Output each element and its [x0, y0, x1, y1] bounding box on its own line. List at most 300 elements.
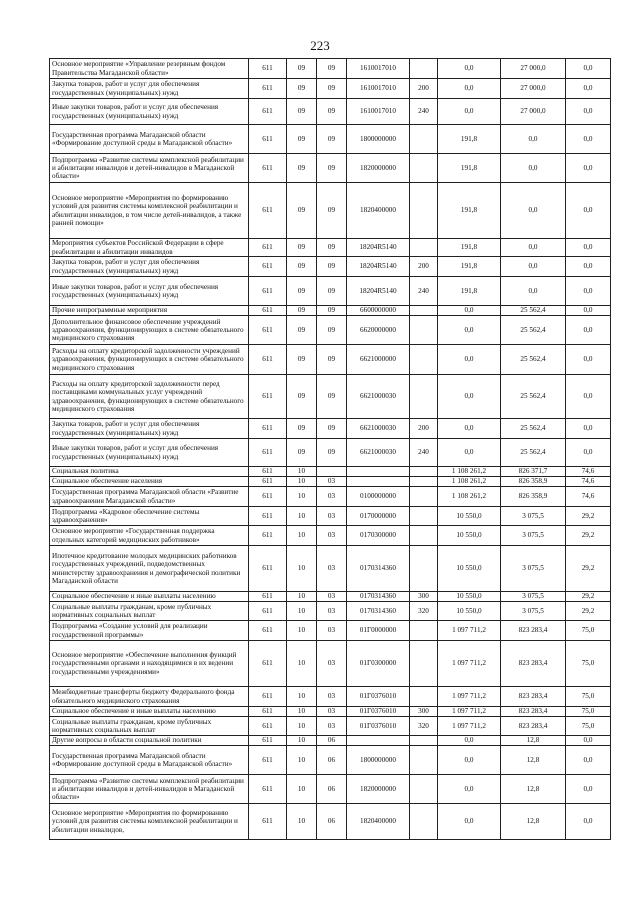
amount-executed: 25 562,4 — [501, 306, 566, 316]
table-row — [50, 79, 611, 99]
ministry-code: 611 — [249, 477, 287, 487]
table-row — [50, 154, 611, 183]
ministry-code: 611 — [249, 621, 287, 641]
amount-executed: 0,0 — [501, 239, 566, 257]
ministry-code: 611 — [249, 526, 287, 546]
target-article-code: 6600000000 — [347, 306, 410, 316]
row-name: Социальное обеспечение и иные выплаты населению — [50, 707, 249, 717]
subsection-code: 09 — [317, 154, 347, 183]
amount-approved: 191,8 — [438, 257, 501, 277]
subsection-code: 03 — [317, 641, 347, 687]
amount-approved: 1 097 711,2 — [438, 641, 501, 687]
expense-type-code: 240 — [410, 99, 438, 125]
target-article-code: 6621000000 — [347, 345, 410, 375]
amount-executed: 12,8 — [501, 736, 566, 746]
amount-approved: 1 097 711,2 — [438, 707, 501, 717]
execution-percent: 29,2 — [566, 602, 611, 621]
table-row — [50, 99, 611, 125]
section-code: 10 — [287, 592, 317, 602]
execution-percent: 0,0 — [566, 183, 611, 239]
row-name: Прочие непрограммные мероприятия — [50, 306, 249, 316]
expense-type-code — [410, 375, 438, 419]
subsection-code: 03 — [317, 592, 347, 602]
amount-executed: 0,0 — [501, 154, 566, 183]
budget-table — [49, 58, 611, 840]
expense-type-code — [410, 804, 438, 840]
ministry-code: 611 — [249, 775, 287, 804]
row-name: Иные закупки товаров, работ и услуг для обеспечения государственных (муниципальных) нужд — [50, 99, 249, 125]
expense-type-code: 240 — [410, 439, 438, 467]
expense-type-code — [410, 487, 438, 507]
target-article-code: 6621000030 — [347, 375, 410, 419]
row-name: Закупка товаров, работ и услуг для обеспечения государственных (муниципальных) нужд — [50, 257, 249, 277]
amount-approved: 10 550,0 — [438, 526, 501, 546]
target-article-code: 01Г0300000 — [347, 641, 410, 687]
section-code: 09 — [287, 99, 317, 125]
execution-percent: 0,0 — [566, 746, 611, 775]
execution-percent: 0,0 — [566, 306, 611, 316]
target-article-code — [347, 477, 410, 487]
row-name: Основное мероприятие «Управление резервным фондом Правительства Магаданской области» — [50, 59, 249, 79]
table-row — [50, 477, 611, 487]
amount-executed: 826 358,9 — [501, 487, 566, 507]
table-row — [50, 746, 611, 775]
execution-percent: 0,0 — [566, 804, 611, 840]
amount-executed: 826 358,9 — [501, 477, 566, 487]
subsection-code: 09 — [317, 79, 347, 99]
amount-executed: 826 371,7 — [501, 467, 566, 477]
section-code: 10 — [287, 804, 317, 840]
amount-executed: 12,8 — [501, 775, 566, 804]
amount-approved: 0,0 — [438, 746, 501, 775]
table-row — [50, 419, 611, 439]
row-name: Основное мероприятие «Мероприятия по формированию условий для развития системы комплексной реабилитации и абилитации инвалидов, в том числе детей-инвалидов, а также ранней помощи» — [50, 183, 249, 239]
row-name: Иные закупки товаров, работ и услуг для обеспечения государственных (муниципальных) нужд — [50, 439, 249, 467]
execution-percent: 29,2 — [566, 526, 611, 546]
table-row — [50, 602, 611, 621]
amount-approved: 1 097 711,2 — [438, 687, 501, 707]
table-row — [50, 59, 611, 79]
subsection-code: 03 — [317, 717, 347, 736]
subsection-code: 03 — [317, 507, 347, 526]
target-article-code: 0100000000 — [347, 487, 410, 507]
amount-approved: 0,0 — [438, 804, 501, 840]
expense-type-code — [410, 507, 438, 526]
amount-executed: 25 562,4 — [501, 419, 566, 439]
row-name: Другие вопросы в области социальной политики — [50, 736, 249, 746]
expense-type-code — [410, 477, 438, 487]
row-name: Расходы на оплату кредиторской задолженности перед поставщиками коммунальных услуг учреждений здравоохранения, функционирующих в системе обязательного медицинского страхования — [50, 375, 249, 419]
expense-type-code — [410, 239, 438, 257]
row-name: Государственная программа Магаданской области «Развитие здравоохранения Магаданской области» — [50, 487, 249, 507]
amount-approved: 0,0 — [438, 439, 501, 467]
table-row — [50, 804, 611, 840]
subsection-code: 06 — [317, 736, 347, 746]
row-name: Иные закупки товаров, работ и услуг для обеспечения государственных (муниципальных) нужд — [50, 277, 249, 306]
target-article-code: 1820400000 — [347, 183, 410, 239]
section-code: 09 — [287, 439, 317, 467]
subsection-code: 06 — [317, 746, 347, 775]
expense-type-code: 320 — [410, 602, 438, 621]
expense-type-code: 200 — [410, 79, 438, 99]
ministry-code: 611 — [249, 804, 287, 840]
execution-percent: 0,0 — [566, 277, 611, 306]
section-code: 10 — [287, 621, 317, 641]
amount-approved: 1 097 711,2 — [438, 621, 501, 641]
execution-percent: 75,0 — [566, 717, 611, 736]
expense-type-code — [410, 736, 438, 746]
target-article-code: 1820000000 — [347, 775, 410, 804]
subsection-code: 09 — [317, 183, 347, 239]
subsection-code: 03 — [317, 621, 347, 641]
target-article-code: 01Г0376010 — [347, 707, 410, 717]
amount-executed: 25 562,4 — [501, 439, 566, 467]
ministry-code: 611 — [249, 641, 287, 687]
execution-percent: 74,6 — [566, 487, 611, 507]
expense-type-code: 300 — [410, 707, 438, 717]
amount-approved: 191,8 — [438, 277, 501, 306]
amount-executed: 3 075,5 — [501, 592, 566, 602]
amount-executed: 12,8 — [501, 804, 566, 840]
row-name: Подпрограмма «Кадровое обеспечение системы здравоохранения» — [50, 507, 249, 526]
execution-percent: 0,0 — [566, 316, 611, 345]
ministry-code: 611 — [249, 487, 287, 507]
expense-type-code — [410, 621, 438, 641]
expense-type-code — [410, 59, 438, 79]
execution-percent: 0,0 — [566, 239, 611, 257]
table-row — [50, 687, 611, 707]
target-article-code: 0170300000 — [347, 526, 410, 546]
target-article-code: 1610017010 — [347, 79, 410, 99]
execution-percent: 0,0 — [566, 439, 611, 467]
table-row — [50, 621, 611, 641]
row-name: Основное мероприятие «Обеспечение выполнения функций государственными органами и находящимися в их ведении государственными учреждениями» — [50, 641, 249, 687]
target-article-code — [347, 467, 410, 477]
table-row — [50, 345, 611, 375]
table-row — [50, 641, 611, 687]
section-code: 10 — [287, 736, 317, 746]
subsection-code: 09 — [317, 239, 347, 257]
ministry-code: 611 — [249, 316, 287, 345]
amount-executed: 823 283,4 — [501, 641, 566, 687]
amount-approved: 1 108 261,2 — [438, 477, 501, 487]
execution-percent: 0,0 — [566, 99, 611, 125]
ministry-code: 611 — [249, 59, 287, 79]
table-row — [50, 375, 611, 419]
execution-percent: 0,0 — [566, 375, 611, 419]
section-code: 10 — [287, 477, 317, 487]
target-article-code: 01Г0376010 — [347, 687, 410, 707]
section-code: 09 — [287, 257, 317, 277]
amount-approved: 191,8 — [438, 125, 501, 154]
execution-percent: 29,2 — [566, 592, 611, 602]
ministry-code: 611 — [249, 546, 287, 592]
section-code: 09 — [287, 277, 317, 306]
target-article-code: 1610017010 — [347, 99, 410, 125]
row-name: Социальное обеспечение населения — [50, 477, 249, 487]
execution-percent: 0,0 — [566, 775, 611, 804]
row-name: Дополнительное финансовое обеспечение учреждений здравоохранения, функционирующих в системе обязательного медицинского страхования — [50, 316, 249, 345]
target-article-code: 01Г0376010 — [347, 717, 410, 736]
section-code: 10 — [287, 717, 317, 736]
amount-approved: 1 097 711,2 — [438, 717, 501, 736]
table-row — [50, 306, 611, 316]
row-name: Социальное обеспечение и иные выплаты населению — [50, 592, 249, 602]
amount-approved: 10 550,0 — [438, 507, 501, 526]
ministry-code: 611 — [249, 592, 287, 602]
target-article-code: 1800000000 — [347, 746, 410, 775]
subsection-code: 09 — [317, 306, 347, 316]
subsection-code: 03 — [317, 602, 347, 621]
row-name: Государственная программа Магаданской области «Формирование доступной среды в Магаданской области» — [50, 125, 249, 154]
target-article-code: 6621000030 — [347, 439, 410, 467]
amount-executed: 823 283,4 — [501, 707, 566, 717]
section-code: 09 — [287, 59, 317, 79]
table-row — [50, 487, 611, 507]
ministry-code: 611 — [249, 375, 287, 419]
section-code: 09 — [287, 125, 317, 154]
section-code: 09 — [287, 306, 317, 316]
row-name: Подпрограмма «Развитие системы комплексной реабилитации и абилитации инвалидов и детей-инвалидов в Магаданской области» — [50, 154, 249, 183]
subsection-code: 09 — [317, 345, 347, 375]
section-code: 09 — [287, 375, 317, 419]
section-code: 09 — [287, 419, 317, 439]
amount-executed: 27 000,0 — [501, 79, 566, 99]
ministry-code: 611 — [249, 306, 287, 316]
amount-executed: 3 075,5 — [501, 546, 566, 592]
expense-type-code — [410, 183, 438, 239]
section-code: 10 — [287, 707, 317, 717]
row-name: Основное мероприятие «Мероприятия по формированию условий для развития системы комплексной реабилитации и абилитации инвалидов, — [50, 804, 249, 840]
amount-approved: 191,8 — [438, 239, 501, 257]
expense-type-code: 300 — [410, 592, 438, 602]
expense-type-code — [410, 546, 438, 592]
table-row — [50, 125, 611, 154]
amount-approved: 1 108 261,2 — [438, 467, 501, 477]
section-code: 09 — [287, 239, 317, 257]
subsection-code: 03 — [317, 707, 347, 717]
row-name: Государственная программа Магаданской области «Формирование доступной среды в Магаданской области» — [50, 746, 249, 775]
ministry-code: 611 — [249, 746, 287, 775]
table-row — [50, 736, 611, 746]
ministry-code: 611 — [249, 277, 287, 306]
amount-executed: 3 075,5 — [501, 507, 566, 526]
section-code: 09 — [287, 154, 317, 183]
subsection-code: 06 — [317, 775, 347, 804]
ministry-code: 611 — [249, 687, 287, 707]
execution-percent: 74,6 — [566, 467, 611, 477]
section-code: 09 — [287, 183, 317, 239]
amount-executed: 823 283,4 — [501, 687, 566, 707]
execution-percent: 0,0 — [566, 125, 611, 154]
row-name: Социальные выплаты гражданам, кроме публичных нормативных социальных выплат — [50, 602, 249, 621]
table-row — [50, 775, 611, 804]
amount-approved: 0,0 — [438, 419, 501, 439]
target-article-code: 18204R5140 — [347, 277, 410, 306]
amount-executed: 25 562,4 — [501, 316, 566, 345]
ministry-code: 611 — [249, 736, 287, 746]
subsection-code: 09 — [317, 277, 347, 306]
amount-executed: 12,8 — [501, 746, 566, 775]
subsection-code: 03 — [317, 526, 347, 546]
target-article-code: 1610017010 — [347, 59, 410, 79]
row-name: Межбюджетные трансферты бюджету Федерального фонда обязательного медицинского страхования — [50, 687, 249, 707]
amount-approved: 191,8 — [438, 154, 501, 183]
target-article-code: 1820000000 — [347, 154, 410, 183]
amount-executed: 3 075,5 — [501, 526, 566, 546]
amount-approved: 10 550,0 — [438, 592, 501, 602]
table-row — [50, 592, 611, 602]
subsection-code: 09 — [317, 316, 347, 345]
target-article-code: 0170314360 — [347, 592, 410, 602]
execution-percent: 74,6 — [566, 477, 611, 487]
page-number: 223 — [310, 38, 330, 53]
table-row — [50, 467, 611, 477]
subsection-code: 03 — [317, 477, 347, 487]
table-row — [50, 707, 611, 717]
section-code: 10 — [287, 507, 317, 526]
execution-percent: 75,0 — [566, 621, 611, 641]
subsection-code: 09 — [317, 257, 347, 277]
amount-executed: 823 283,4 — [501, 717, 566, 736]
section-code: 10 — [287, 546, 317, 592]
row-name: Социальные выплаты гражданам, кроме публичных нормативных социальных выплат — [50, 717, 249, 736]
target-article-code: 0170314360 — [347, 602, 410, 621]
section-code: 10 — [287, 775, 317, 804]
subsection-code: 09 — [317, 375, 347, 419]
expense-type-code — [410, 316, 438, 345]
target-article-code: 1820400000 — [347, 804, 410, 840]
target-article-code: 18204R5140 — [347, 257, 410, 277]
ministry-code: 611 — [249, 99, 287, 125]
amount-executed: 25 562,4 — [501, 375, 566, 419]
expense-type-code — [410, 526, 438, 546]
table-row — [50, 239, 611, 257]
row-name: Подпрограмма «Создание условий для реализации государственной программы» — [50, 621, 249, 641]
execution-percent: 29,2 — [566, 507, 611, 526]
table-row — [50, 526, 611, 546]
section-code: 09 — [287, 79, 317, 99]
row-name: Ипотечное кредитование молодых медицинских работников государственных учреждений, подведомственных министерству здравоохранения и демографической политики Магаданской области — [50, 546, 249, 592]
ministry-code: 611 — [249, 239, 287, 257]
ministry-code: 611 — [249, 257, 287, 277]
budget-table-body — [50, 59, 611, 840]
table-row — [50, 717, 611, 736]
row-name: Мероприятия субъектов Российской Федерации в сфере реабилитации и абилитации инвалидов — [50, 239, 249, 257]
amount-executed: 0,0 — [501, 125, 566, 154]
row-name: Подпрограмма «Развитие системы комплексной реабилитации и абилитации инвалидов и детей-инвалидов в Магаданской области» — [50, 775, 249, 804]
section-code: 09 — [287, 345, 317, 375]
expense-type-code: 320 — [410, 717, 438, 736]
amount-executed: 3 075,5 — [501, 602, 566, 621]
table-row — [50, 257, 611, 277]
row-name: Закупка товаров, работ и услуг для обеспечения государственных (муниципальных) нужд — [50, 79, 249, 99]
ministry-code: 611 — [249, 419, 287, 439]
execution-percent: 75,0 — [566, 707, 611, 717]
section-code: 09 — [287, 316, 317, 345]
execution-percent: 29,2 — [566, 546, 611, 592]
expense-type-code: 200 — [410, 419, 438, 439]
amount-approved: 0,0 — [438, 736, 501, 746]
ministry-code: 611 — [249, 717, 287, 736]
expense-type-code: 240 — [410, 277, 438, 306]
section-code: 10 — [287, 467, 317, 477]
execution-percent: 75,0 — [566, 641, 611, 687]
execution-percent: 0,0 — [566, 419, 611, 439]
ministry-code: 611 — [249, 602, 287, 621]
expense-type-code — [410, 154, 438, 183]
table-row — [50, 277, 611, 306]
section-code: 10 — [287, 746, 317, 775]
execution-percent: 0,0 — [566, 736, 611, 746]
row-name: Основное мероприятие «Государственная поддержка отдельных категорий медицинских работников» — [50, 526, 249, 546]
expense-type-code — [410, 775, 438, 804]
expense-type-code — [410, 687, 438, 707]
ministry-code: 611 — [249, 707, 287, 717]
table-row — [50, 546, 611, 592]
section-code: 10 — [287, 687, 317, 707]
subsection-code: 09 — [317, 125, 347, 154]
expense-type-code — [410, 125, 438, 154]
table-row — [50, 439, 611, 467]
subsection-code: 03 — [317, 687, 347, 707]
amount-approved: 0,0 — [438, 79, 501, 99]
amount-executed: 0,0 — [501, 277, 566, 306]
execution-percent: 0,0 — [566, 59, 611, 79]
target-article-code: 6620000000 — [347, 316, 410, 345]
amount-approved: 191,8 — [438, 183, 501, 239]
amount-executed: 0,0 — [501, 257, 566, 277]
subsection-code: 03 — [317, 546, 347, 592]
amount-approved: 0,0 — [438, 316, 501, 345]
execution-percent: 0,0 — [566, 257, 611, 277]
target-article-code: 0170000000 — [347, 507, 410, 526]
ministry-code: 611 — [249, 79, 287, 99]
amount-executed: 27 000,0 — [501, 59, 566, 79]
subsection-code: 03 — [317, 487, 347, 507]
ministry-code: 611 — [249, 345, 287, 375]
row-name: Социальная политика — [50, 467, 249, 477]
subsection-code: 09 — [317, 59, 347, 79]
expense-type-code — [410, 641, 438, 687]
target-article-code: 01Г0000000 — [347, 621, 410, 641]
amount-approved: 10 550,0 — [438, 546, 501, 592]
execution-percent: 75,0 — [566, 687, 611, 707]
table-row — [50, 507, 611, 526]
section-code: 10 — [287, 641, 317, 687]
amount-approved: 0,0 — [438, 99, 501, 125]
amount-approved: 0,0 — [438, 306, 501, 316]
amount-approved: 0,0 — [438, 59, 501, 79]
amount-approved: 10 550,0 — [438, 602, 501, 621]
expense-type-code — [410, 345, 438, 375]
row-name: Расходы на оплату кредиторской задолженности учреждений здравоохранения, функционирующих в системе обязательного медицинского страхования — [50, 345, 249, 375]
target-article-code: 0170314360 — [347, 546, 410, 592]
subsection-code — [317, 467, 347, 477]
expense-type-code — [410, 306, 438, 316]
subsection-code: 09 — [317, 419, 347, 439]
target-article-code: 1800000000 — [347, 125, 410, 154]
ministry-code: 611 — [249, 507, 287, 526]
amount-approved: 1 108 261,2 — [438, 487, 501, 507]
expense-type-code — [410, 467, 438, 477]
ministry-code: 611 — [249, 154, 287, 183]
expense-type-code: 200 — [410, 257, 438, 277]
table-row — [50, 316, 611, 345]
subsection-code: 06 — [317, 804, 347, 840]
ministry-code: 611 — [249, 439, 287, 467]
amount-executed: 25 562,4 — [501, 345, 566, 375]
